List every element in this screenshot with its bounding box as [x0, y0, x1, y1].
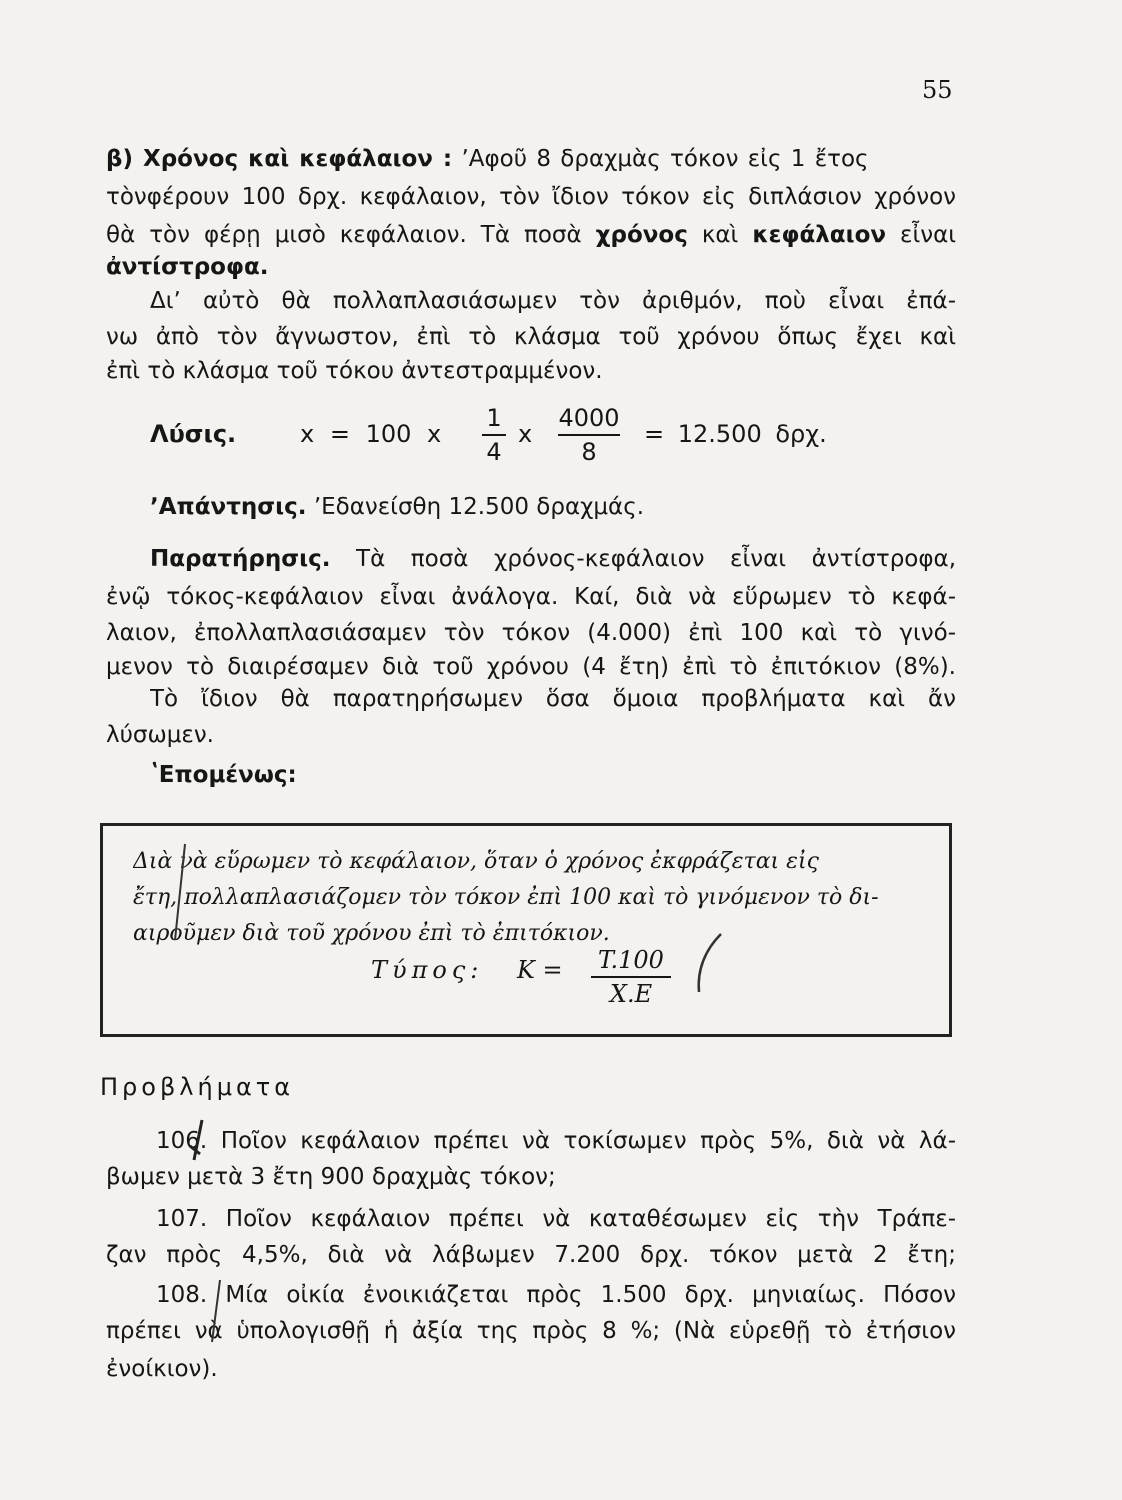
para2-line-2: νω ἀπὸ τὸν ἄγνωστον, ἐπὶ τὸ κλάσμα τοῦ χρόνου ὅπως ἔχει καὶ: [106, 324, 956, 350]
fraction-1-numerator: 1: [486, 404, 502, 432]
problem-107-line-1: [156, 1200, 956, 1238]
rule-line-3: αιροῦμεν διὰ τοῦ χρόνου ἐπὶ τὸ ἐπιτόκιον.: [133, 921, 610, 946]
remark-line-3: λαιον, ἐπολλαπλασιάσαμεν τὸν τόκον (4.000) ἐπὶ 100 καὶ τὸ γινό-: [106, 620, 956, 646]
fraction-4000-8: [558, 404, 620, 466]
section-b-text-3: θὰ τὸν φέρῃ μισὸ κεφάλαιον. Τὰ ποσὰ: [106, 222, 582, 248]
page-number: 55: [922, 76, 953, 104]
remark-line-4: μενον τὸ διαιρέσαμεν διὰ τοῦ χρόνου (4 ἔτη) ἐπὶ τὸ ἐπιτόκιον (8%).: [106, 654, 956, 680]
problem-106-text-1: Ποῖον κεφάλαιον πρέπει νὰ τοκίσωμεν πρὸς 5%, διὰ νὰ λά-: [220, 1128, 956, 1154]
solution-lhs: x = 100 x: [300, 420, 442, 448]
formula-fraction: [591, 946, 671, 1008]
term-time: χρόνος: [595, 222, 688, 248]
section-b-line-2: τὸνφέρουν 100 δρχ. κεφάλαιον, τὸν ἴδιον τόκον εἰς διπλάσιον χρόνον: [106, 184, 956, 210]
problem-108-line-3: ἐνοίκιον).: [106, 1356, 218, 1382]
term-capital: κεφάλαιον: [752, 222, 887, 248]
rule-formula: [371, 946, 664, 1008]
fraction-2-bar: [558, 434, 620, 436]
section-b-heading: β) Χρόνος καὶ κεφάλαιον :: [106, 146, 453, 172]
answer-label: ʼΑπάντησις.: [150, 494, 307, 520]
formula-bar: [591, 976, 671, 978]
problem-108-number: 108.: [156, 1282, 208, 1308]
problem-107-text-1: Ποῖον κεφάλαιον πρέπει νὰ καταθέσωμεν εἰς τὴν Τράπε-: [225, 1206, 956, 1232]
problem-106-number: 106.: [156, 1128, 208, 1154]
problem-106-line-1: [156, 1122, 956, 1160]
times-sign: x: [518, 420, 533, 448]
term-inverse: ἀντίστροφα.: [106, 254, 269, 280]
problem-108-line-1: [156, 1276, 956, 1314]
rule-line-2: ἔτη, πολλαπλασιάζομεν τὸν τόκον ἐπὶ 100 καὶ τὸ γινόμενον τὸ δι-: [133, 885, 879, 910]
problem-106-line-2: βωμεν μετὰ 3 ἔτη 900 δραχμὰς τόκον;: [106, 1164, 556, 1190]
fraction-2-numerator: 4000: [558, 404, 620, 432]
problem-107-line-2: ζαν πρὸς 4,5%, διὰ νὰ λάβωμεν 7.200 δρχ. τόκον μετὰ 2 ἔτη;: [106, 1242, 956, 1268]
remark-first: Τὰ ποσὰ χρόνος-κεφάλαιον εἶναι ἀντίστροφα,: [356, 546, 956, 572]
solution-formula: [150, 404, 870, 474]
para2-line-3: ἐπὶ τὸ κλάσμα τοῦ τόκου ἀντεστραμμένον.: [106, 358, 603, 384]
formula-numerator: T.100: [598, 946, 664, 974]
remark-line-6: λύσωμεν.: [106, 722, 214, 748]
problem-107-number: 107.: [156, 1206, 208, 1232]
problems-heading: Προβλήματα: [100, 1073, 295, 1101]
remark-line-2: ἐνῷ τόκος-κεφάλαιον εἶναι ἀνάλογα. Καί, διὰ νὰ εὕρωμεν τὸ κεφά-: [106, 584, 956, 610]
solution-result: = 12.500 δρχ.: [644, 420, 827, 448]
rule-box: [100, 823, 952, 1037]
problem-108-line-2: πρέπει νὰ ὑπολογισθῇ ἡ ἀξία της πρὸς 8 %; (Νὰ εὑρεθῇ τὸ ἐτήσιον: [106, 1318, 956, 1344]
section-b-line-1: [106, 140, 956, 178]
fraction-2-denominator: 8: [581, 438, 597, 466]
term-are: εἶναι: [900, 222, 956, 248]
answer-text: ʼΕδανείσθη 12.500 δραχμάς.: [313, 494, 644, 520]
fraction-1-denominator: 4: [486, 438, 502, 466]
answer-line: [150, 488, 956, 526]
therefore-label: ʽΕπομένως:: [150, 762, 297, 788]
fraction-1-4: [482, 404, 506, 466]
para2-line-1: Διʼ αὐτὸ θὰ πολλαπλασιάσωμεν τὸν ἀριθμόν, ποὺ εἶναι ἐπά-: [150, 288, 956, 314]
rule-line-1: Διὰ νὰ εὕρωμεν τὸ κεφάλαιον, ὅταν ὁ χρόνος ἐκφράζεται εἰς: [133, 849, 819, 874]
remark-label: Παρατήρησις.: [150, 546, 331, 572]
solution-label: Λύσις.: [150, 420, 237, 448]
formula-variable: K =: [517, 956, 563, 984]
problem-108-text-1: Μία οἰκία ἐνοικιάζεται πρὸς 1.500 δρχ. μηνιαίως. Πόσον: [225, 1282, 956, 1308]
formula-label: Τύπος:: [371, 956, 484, 984]
remark-line-5: Τὸ ἴδιον θὰ παρατηρήσωμεν ὅσα ὅμοια προβλήματα καὶ ἄν: [150, 686, 956, 712]
section-b-text-1: ʼΑφοῦ 8 δραχμὰς τόκον εἰς 1 ἔτος: [461, 146, 869, 172]
fraction-1-bar: [482, 434, 506, 436]
formula-denominator: X.E: [609, 980, 653, 1008]
term-and: καὶ: [701, 222, 739, 248]
remark-line-1: [150, 540, 956, 578]
